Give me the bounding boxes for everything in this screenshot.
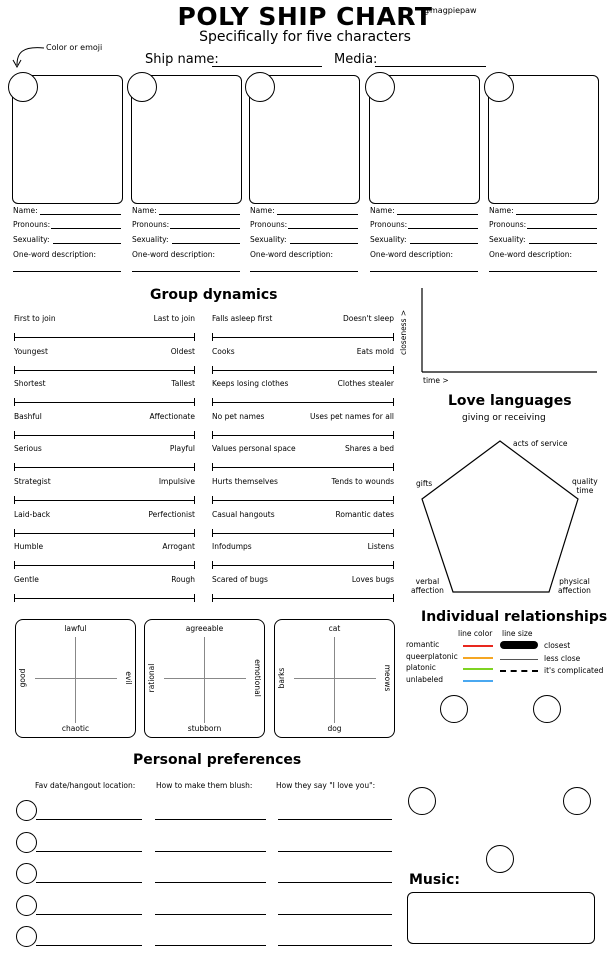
less-close-line-sample: [500, 659, 538, 660]
slider-end-tick: [194, 398, 195, 406]
slider-right-label: Last to join: [153, 314, 195, 323]
gifts-label: gifts: [416, 479, 433, 488]
slider-left-label: Strategist: [14, 477, 51, 486]
character-sexuality-label: Sexuality:: [132, 235, 169, 244]
quadrant-vertical-axis: [334, 637, 335, 723]
slider-end-tick: [194, 463, 195, 471]
relationships-title: Individual relationships: [421, 609, 608, 625]
quadrant-left-label: good: [18, 668, 27, 688]
slider-track[interactable]: [212, 402, 394, 403]
slider-end-tick: [14, 431, 15, 439]
slider-end-tick: [14, 561, 15, 569]
slider-right-label: Listens: [367, 542, 394, 552]
slider-right-label: Uses pet names for all: [309, 411, 394, 421]
quadrant-top-label: lawful: [64, 624, 87, 633]
quadrant-horizontal-axis: [164, 678, 246, 679]
preference-date-field[interactable]: [36, 945, 142, 946]
slider-left-label: Laid-back: [14, 509, 51, 519]
slider-right-label: Doesn't sleep: [342, 314, 394, 323]
character-description-field[interactable]: [132, 271, 240, 272]
quadrant-top-label: agreeable: [185, 624, 224, 633]
complicated-line-sample: [500, 670, 538, 672]
relationship-node[interactable]: [533, 695, 561, 723]
slider-end-tick: [14, 333, 15, 341]
slider-right-label: Loves bugs: [351, 574, 394, 584]
slider-end-tick: [393, 561, 394, 569]
character-sexuality-label: Sexuality:: [250, 235, 287, 244]
slider-track[interactable]: [212, 467, 394, 468]
preferences-title: Personal preferences: [133, 752, 302, 768]
character-name-label: Name:: [250, 206, 275, 215]
preference-love-field[interactable]: [278, 914, 392, 915]
quadrant-right-label: evil: [124, 671, 133, 685]
character-description-label: One-word description:: [132, 250, 216, 259]
character-pronouns-field[interactable]: [288, 228, 358, 229]
acts-of-service-label: acts of service: [513, 439, 568, 448]
character-pronouns-field[interactable]: [527, 228, 597, 229]
media-field[interactable]: [375, 66, 486, 67]
character-color-circle[interactable]: [127, 72, 157, 102]
slider-left-label: Youngest: [14, 346, 48, 356]
verbal-affection-label: [411, 577, 444, 595]
love-languages-title: Love languages: [448, 393, 572, 409]
character-name-field[interactable]: [516, 214, 597, 215]
slider-track[interactable]: [212, 565, 394, 566]
character-color-circle[interactable]: [365, 72, 395, 102]
character-pronouns-label: Pronouns:: [250, 220, 288, 229]
slider-end-tick: [393, 529, 394, 537]
slider-right-label: Clothes stealer: [337, 379, 394, 389]
slider-end-tick: [194, 333, 195, 341]
slider-track[interactable]: [14, 533, 195, 534]
slider-right-label: Perfectionist: [148, 509, 195, 519]
quadrant-top-label: cat: [328, 624, 341, 633]
slider-track[interactable]: [14, 598, 195, 599]
music-box[interactable]: [407, 892, 595, 944]
slider-end-tick: [194, 594, 195, 602]
slider-end-tick: [194, 431, 195, 439]
slider-end-tick: [393, 431, 394, 439]
character-name-label: Name:: [489, 206, 514, 215]
time-axis-label: time >: [423, 376, 449, 385]
slider-track[interactable]: [14, 500, 195, 501]
closest-line-sample: [500, 641, 538, 649]
character-color-circle[interactable]: [245, 72, 275, 102]
character-name-field[interactable]: [397, 214, 478, 215]
character-description-field[interactable]: [370, 271, 478, 272]
slider-left-label: Infodumps: [212, 542, 252, 552]
slider-left-label: Serious: [14, 444, 42, 454]
chart-title: POLY SHIP CHART: [177, 2, 433, 31]
slider-left-label: Keeps losing clothes: [212, 379, 289, 389]
slider-end-tick: [212, 463, 213, 471]
emoji-note: Color or emoji: [46, 43, 103, 52]
quadrant-horizontal-axis: [294, 678, 376, 679]
relationship-color-swatch: [463, 657, 493, 659]
curved-arrow-icon: [8, 43, 48, 71]
group-dynamics-title: Group dynamics: [150, 287, 278, 303]
preference-blush-field[interactable]: [155, 819, 266, 820]
slider-end-tick: [212, 398, 213, 406]
character-name-field[interactable]: [40, 214, 121, 215]
slider-right-label: Oldest: [170, 346, 195, 356]
media-label: Media:: [334, 52, 378, 67]
character-name-field[interactable]: [159, 214, 240, 215]
character-name-label: Name:: [13, 206, 38, 215]
quadrant-horizontal-axis: [35, 678, 117, 679]
slider-end-tick: [212, 496, 213, 504]
preference-blush-field[interactable]: [155, 851, 266, 852]
character-description-label: One-word description:: [13, 250, 97, 259]
character-sexuality-field[interactable]: [290, 243, 358, 244]
author-handle: @magpiepaw: [422, 6, 477, 15]
preference-character-circle[interactable]: [16, 926, 37, 947]
slider-left-label: Humble: [14, 542, 44, 552]
size-closest-label: closest: [544, 641, 571, 650]
character-name-label: Name:: [132, 206, 157, 215]
slider-left-label: Shortest: [14, 379, 46, 389]
slider-end-tick: [212, 431, 213, 439]
size-less-close-label: less close: [544, 654, 581, 663]
slider-left-label: Falls asleep first: [212, 314, 273, 323]
slider-track[interactable]: [212, 598, 394, 599]
preference-character-circle[interactable]: [16, 895, 37, 916]
character-description-label: One-word description:: [489, 250, 573, 259]
relationship-node[interactable]: [440, 695, 468, 723]
character-pronouns-label: Pronouns:: [370, 220, 408, 229]
pref-col-blush: How to make them blush:: [156, 781, 253, 790]
slider-end-tick: [212, 529, 213, 537]
slider-track[interactable]: [14, 337, 195, 338]
quadrant-right-label: emotional: [253, 659, 262, 697]
character-pronouns-label: Pronouns:: [132, 220, 170, 229]
relationship-color-swatch: [463, 645, 493, 647]
character-color-circle[interactable]: [8, 72, 38, 102]
slider-track[interactable]: [212, 533, 394, 534]
preference-character-circle[interactable]: [16, 863, 37, 884]
slider-end-tick: [194, 496, 195, 504]
love-languages-pentagon[interactable]: [410, 430, 590, 600]
ship-name-field[interactable]: [212, 66, 322, 67]
preference-love-field[interactable]: [278, 882, 392, 883]
slider-left-label: Casual hangouts: [212, 509, 275, 519]
slider-right-label: Tallest: [171, 379, 195, 389]
slider-end-tick: [212, 561, 213, 569]
relationship-color-swatch: [463, 680, 493, 682]
slider-end-tick: [393, 366, 394, 374]
pref-col-date: Fav date/hangout location:: [35, 781, 136, 790]
slider-left-label: Hurts themselves: [212, 477, 278, 486]
preference-date-field[interactable]: [36, 914, 142, 915]
pref-col-love: How they say "I love you":: [276, 781, 376, 790]
character-sexuality-field[interactable]: [410, 243, 478, 244]
slider-track[interactable]: [14, 467, 195, 468]
character-pronouns-field[interactable]: [170, 228, 240, 229]
slider-end-tick: [393, 594, 394, 602]
preference-love-field[interactable]: [278, 945, 392, 946]
size-complicated-label: it's complicated: [544, 666, 604, 675]
slider-left-label: Values personal space: [212, 444, 296, 454]
closeness-graph[interactable]: [405, 285, 600, 385]
quadrant-vertical-axis: [75, 637, 76, 723]
slider-track[interactable]: [212, 370, 394, 371]
slider-end-tick: [194, 529, 195, 537]
character-pronouns-field[interactable]: [51, 228, 121, 229]
slider-left-label: Scared of bugs: [212, 574, 268, 584]
time-line: time: [576, 486, 594, 495]
slider-end-tick: [14, 366, 15, 374]
physical-line: physical: [559, 577, 590, 586]
character-name-field[interactable]: [277, 214, 358, 215]
slider-end-tick: [393, 398, 394, 406]
preference-character-circle[interactable]: [16, 800, 37, 821]
slider-end-tick: [212, 366, 213, 374]
preference-date-field[interactable]: [36, 851, 142, 852]
quadrant-bottom-label: stubborn: [187, 724, 222, 733]
line-color-header: line color: [458, 629, 493, 638]
slider-left-label: Cooks: [212, 346, 235, 356]
character-description-field[interactable]: [489, 271, 597, 272]
relationship-node[interactable]: [563, 787, 591, 815]
relationship-type-label: queerplatonic: [406, 651, 458, 661]
slider-right-label: Eats mold: [356, 346, 394, 356]
quality-line: quality: [572, 477, 598, 486]
quadrant-vertical-axis: [204, 637, 205, 723]
music-label: Music:: [409, 872, 460, 888]
preference-date-field[interactable]: [36, 819, 142, 820]
slider-end-tick: [14, 496, 15, 504]
character-name-label: Name:: [370, 206, 395, 215]
relationship-type-label: platonic: [406, 663, 436, 672]
relationship-color-swatch: [463, 668, 493, 670]
verbal-line: verbal: [415, 577, 440, 586]
preference-blush-field[interactable]: [155, 945, 266, 946]
character-sexuality-field[interactable]: [53, 243, 121, 244]
character-sexuality-field[interactable]: [529, 243, 597, 244]
slider-end-tick: [14, 529, 15, 537]
character-pronouns-label: Pronouns:: [13, 220, 51, 229]
preference-blush-field[interactable]: [155, 882, 266, 883]
relationship-node[interactable]: [408, 787, 436, 815]
slider-right-label: Impulsive: [158, 477, 195, 486]
slider-end-tick: [393, 496, 394, 504]
quadrant-left-label: barks: [277, 667, 286, 689]
slider-end-tick: [194, 366, 195, 374]
slider-right-label: Rough: [171, 574, 195, 584]
slider-end-tick: [14, 463, 15, 471]
character-sexuality-label: Sexuality:: [13, 235, 50, 244]
quality-time-label: [572, 477, 598, 495]
relationship-node[interactable]: [486, 845, 514, 873]
slider-track[interactable]: [14, 370, 195, 371]
physical-affection-label: [558, 577, 591, 595]
ship-name-label: Ship name:: [145, 52, 219, 67]
relationship-type-label: unlabeled: [406, 674, 444, 684]
preference-love-field[interactable]: [278, 851, 392, 852]
character-pronouns-label: Pronouns:: [489, 220, 527, 229]
line-size-header: line size: [502, 629, 533, 638]
slider-track[interactable]: [14, 402, 195, 403]
physical-affection-line: affection: [558, 586, 591, 595]
subtitle: Specifically for five characters: [199, 29, 411, 45]
slider-left-label: First to join: [14, 314, 56, 323]
love-languages-subtitle: giving or receiving: [462, 413, 546, 423]
character-description-label: One-word description:: [250, 250, 334, 259]
character-sexuality-label: Sexuality:: [370, 235, 407, 244]
slider-right-label: Arrogant: [162, 542, 195, 552]
slider-end-tick: [212, 594, 213, 602]
slider-track[interactable]: [14, 565, 195, 566]
slider-end-tick: [14, 398, 15, 406]
character-sexuality-label: Sexuality:: [489, 235, 526, 244]
slider-track[interactable]: [212, 435, 394, 436]
slider-track[interactable]: [212, 337, 394, 338]
character-description-field[interactable]: [250, 271, 358, 272]
quadrant-left-label: rational: [147, 663, 156, 693]
character-description-label: One-word description:: [370, 250, 454, 259]
character-description-field[interactable]: [13, 271, 121, 272]
quadrant-right-label: meows: [383, 664, 392, 692]
quadrant-bottom-label: chaotic: [61, 724, 90, 733]
slider-right-label: Romantic dates: [335, 509, 394, 519]
slider-right-label: Playful: [169, 444, 195, 454]
preference-date-field[interactable]: [36, 882, 142, 883]
slider-right-label: Tends to wounds: [331, 477, 394, 486]
verbal-affection-line: affection: [411, 586, 444, 595]
slider-end-tick: [194, 561, 195, 569]
slider-end-tick: [393, 333, 394, 341]
closeness-axis-label: closeness >: [399, 309, 408, 355]
preference-blush-field[interactable]: [155, 914, 266, 915]
slider-left-label: Bashful: [14, 411, 42, 421]
slider-left-label: No pet names: [212, 411, 265, 421]
slider-track[interactable]: [212, 500, 394, 501]
character-pronouns-field[interactable]: [408, 228, 478, 229]
slider-end-tick: [14, 594, 15, 602]
slider-end-tick: [212, 333, 213, 341]
slider-end-tick: [393, 463, 394, 471]
character-sexuality-field[interactable]: [172, 243, 240, 244]
quadrant-bottom-label: dog: [327, 724, 342, 733]
character-color-circle[interactable]: [484, 72, 514, 102]
slider-right-label: Affectionate: [149, 411, 195, 421]
preference-character-circle[interactable]: [16, 832, 37, 853]
slider-track[interactable]: [14, 435, 195, 436]
slider-right-label: Shares a bed: [344, 444, 394, 454]
slider-left-label: Gentle: [14, 574, 39, 584]
relationship-type-label: romantic: [406, 640, 440, 649]
preference-love-field[interactable]: [278, 819, 392, 820]
